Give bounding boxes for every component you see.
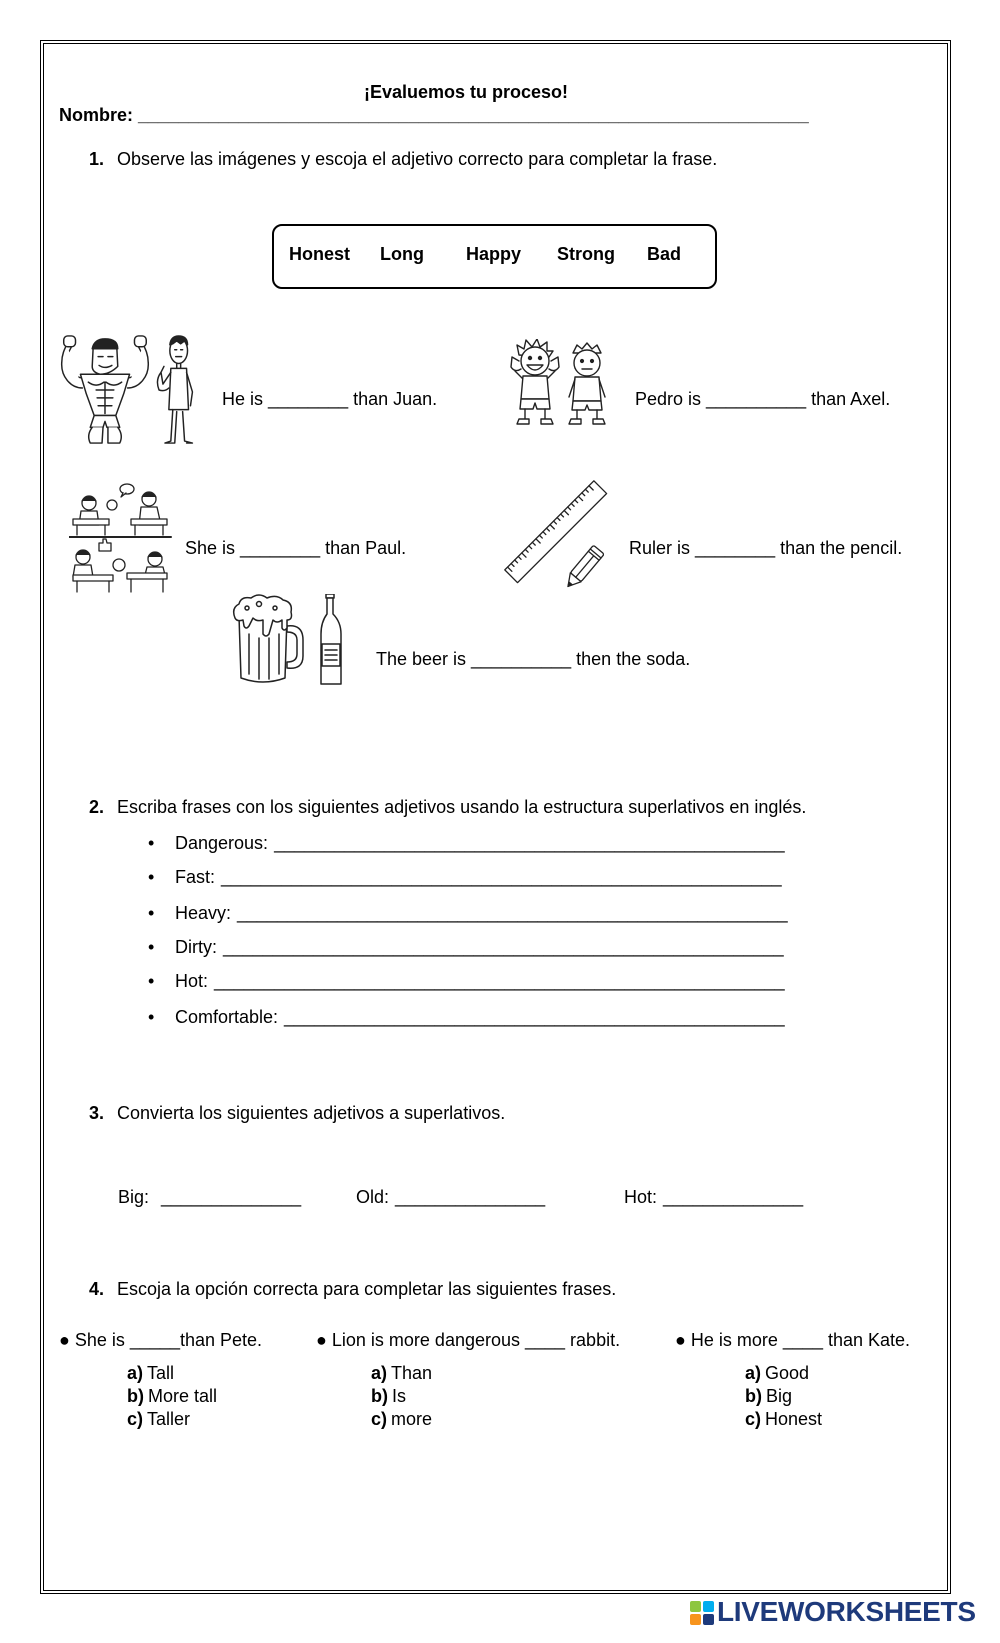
option-letter: c) <box>745 1409 762 1429</box>
question-2-number: 2. <box>89 797 105 817</box>
option-text: Good <box>765 1363 810 1383</box>
list-item <box>175 936 784 958</box>
choice-question-3 <box>675 1329 910 1351</box>
word-bank-item: Happy <box>466 244 522 264</box>
superlative-item-old <box>356 1186 545 1208</box>
answer-blank: ___________________________________________________ <box>274 833 785 853</box>
adjective-label: Hot: <box>624 1187 658 1207</box>
choice-sentence: He is more ____ than Kate. <box>690 1330 911 1350</box>
option-text: Is <box>392 1386 407 1406</box>
option-b <box>127 1385 217 1407</box>
word-bank-box <box>272 224 717 289</box>
question-1-text: Observe las imágenes y escoja el adjetivo correcto para completar la frase. <box>117 149 718 169</box>
question-2-instruction <box>89 796 806 818</box>
question-2-text: Escriba frases con los siguientes adjetivos usando la estructura superlativos en inglés. <box>117 797 807 817</box>
option-b <box>371 1385 406 1407</box>
adjective-label: Old: <box>356 1187 390 1207</box>
adjective-label: Dangerous: <box>175 833 269 853</box>
list-item <box>175 1006 785 1028</box>
option-letter: b) <box>371 1386 388 1406</box>
option-letter: c) <box>371 1409 388 1429</box>
list-item <box>175 866 782 888</box>
adjective-label: Fast: <box>175 867 216 887</box>
bullet: ● <box>59 1330 70 1350</box>
logo-square <box>690 1601 701 1612</box>
bullet: • <box>148 937 155 957</box>
word-bank-item: Honest <box>289 244 351 264</box>
option-text: More tall <box>148 1386 218 1406</box>
option-letter: c) <box>127 1409 144 1429</box>
answer-blank: _______________________________________________________ <box>237 903 788 923</box>
ruler-and-pencil-image <box>500 479 618 592</box>
answer-blank: ______________ <box>161 1187 302 1207</box>
option-b <box>745 1385 792 1407</box>
bullet: • <box>148 971 155 991</box>
option-text: Tall <box>147 1363 175 1383</box>
option-c <box>371 1408 432 1430</box>
option-a <box>745 1362 809 1384</box>
liveworksheets-logo-text: LIVEWORKSHEETS <box>717 1596 976 1627</box>
liveworksheets-logo-icon <box>690 1601 714 1625</box>
bullet: • <box>148 867 155 887</box>
logo-square <box>703 1601 714 1612</box>
question-4-instruction <box>89 1278 616 1300</box>
choice-question-1 <box>59 1329 262 1351</box>
list-item <box>175 970 785 992</box>
list-item <box>175 902 788 924</box>
beer-mug-and-soda-bottle-image <box>229 594 349 688</box>
answer-blank: __________________________________________________ <box>284 1007 785 1027</box>
bullet: ● <box>675 1330 686 1350</box>
question-4-text: Escoja la opción correcta para completar las siguientes frases. <box>117 1279 617 1299</box>
adjective-label: Hot: <box>175 971 209 991</box>
worksheet-title: ¡Evaluemos tu proceso! <box>363 82 569 102</box>
option-c <box>127 1408 190 1430</box>
answer-blank: _______________ <box>395 1187 546 1207</box>
option-letter: b) <box>127 1386 144 1406</box>
classroom-students-image <box>69 481 175 594</box>
option-text: Than <box>391 1363 433 1383</box>
question-4-number: 4. <box>89 1279 105 1299</box>
option-a <box>127 1362 174 1384</box>
question-1-number: 1. <box>89 149 105 169</box>
answer-blank: _________________________________________________________ <box>214 971 785 991</box>
sentence-5: The beer is __________ then the soda. <box>376 649 691 669</box>
logo-square <box>703 1614 714 1625</box>
option-text: Big <box>766 1386 793 1406</box>
option-c <box>745 1408 822 1430</box>
answer-blank: ________________________________________________________ <box>223 937 784 957</box>
option-a <box>371 1362 432 1384</box>
word-bank-item: Strong <box>557 244 615 264</box>
option-letter: a) <box>371 1363 388 1383</box>
name-row <box>59 104 809 126</box>
bullet: • <box>148 833 155 853</box>
liveworksheets-logo[interactable] <box>690 1596 986 1628</box>
option-text: Honest <box>765 1409 823 1429</box>
sentence-1: He is ________ than Juan. <box>222 389 438 409</box>
question-1-instruction <box>89 148 717 170</box>
choice-sentence: She is _____than Pete. <box>74 1330 263 1350</box>
adjective-label: Comfortable: <box>175 1007 279 1027</box>
strong-man-and-thin-man-image <box>57 333 208 446</box>
name-blank: ___________________________________________________________________ <box>138 105 809 125</box>
option-text: Taller <box>147 1409 191 1429</box>
bullet: • <box>148 903 155 923</box>
two-kids-image <box>507 339 619 425</box>
option-letter: a) <box>127 1363 144 1383</box>
answer-blank: ______________ <box>663 1187 804 1207</box>
bullet: • <box>148 1007 155 1027</box>
adjective-label: Heavy: <box>175 903 232 923</box>
superlative-item-big <box>118 1186 301 1208</box>
question-3-instruction <box>89 1102 505 1124</box>
choice-sentence: Lion is more dangerous ____ rabbit. <box>331 1330 621 1350</box>
word-bank-item: Long <box>380 244 424 264</box>
logo-square <box>690 1614 701 1625</box>
sentence-2: Pedro is __________ than Axel. <box>635 389 891 409</box>
adjective-label: Big: <box>118 1187 150 1207</box>
adjective-label: Dirty: <box>175 937 217 957</box>
name-label: Nombre: <box>59 105 134 125</box>
sentence-4: Ruler is ________ than the pencil. <box>629 538 903 558</box>
sentence-3: She is ________ than Paul. <box>185 538 407 558</box>
question-3-text: Convierta los siguientes adjetivos a superlativos. <box>117 1103 506 1123</box>
answer-blank: ________________________________________________________ <box>221 867 782 887</box>
choice-question-2 <box>316 1329 620 1351</box>
option-letter: a) <box>745 1363 762 1383</box>
superlative-item-hot <box>624 1186 803 1208</box>
option-text: more <box>391 1409 433 1429</box>
bullet: ● <box>316 1330 327 1350</box>
word-bank-item: Bad <box>647 244 682 264</box>
option-letter: b) <box>745 1386 762 1406</box>
question-3-number: 3. <box>89 1103 105 1123</box>
list-item <box>175 832 785 854</box>
